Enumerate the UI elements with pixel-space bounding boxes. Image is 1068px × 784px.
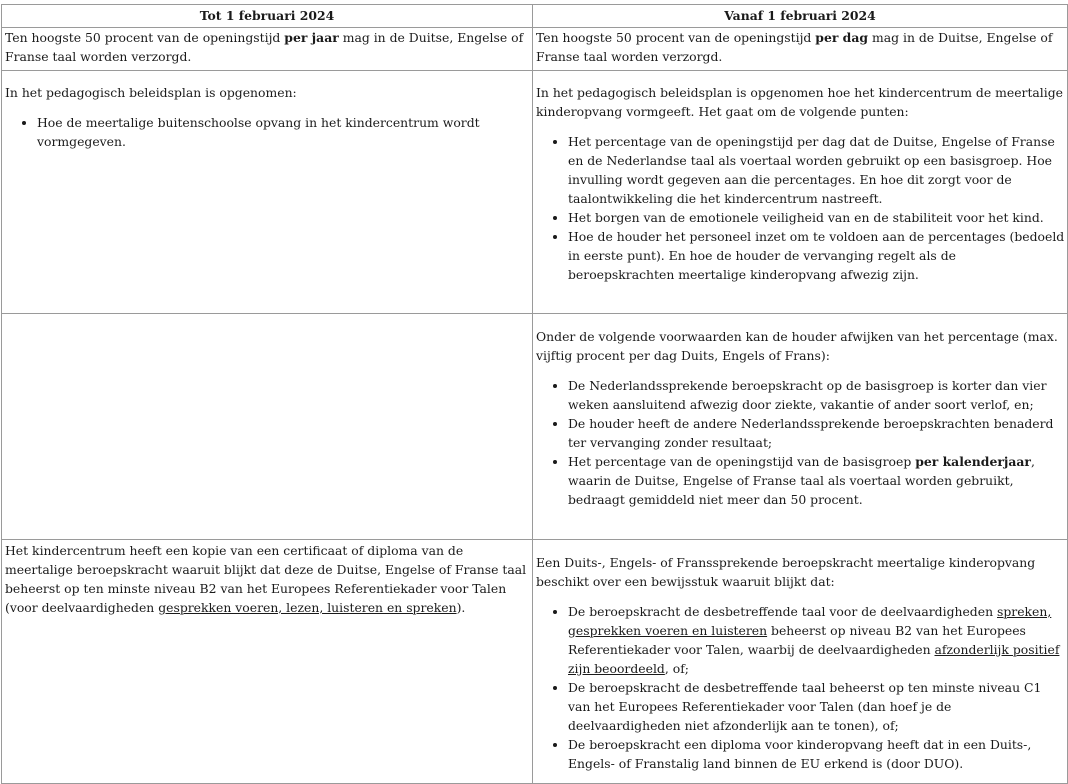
list-item: • Het percentage van de openingstijd van de basisgroep per kalenderjaar, waarin de Duitse, Engelse of Franse taal als voertaal worden gebruikt, bedraagt gemiddeld niet meer dan 50 procent. bbox=[568, 452, 1065, 509]
list-item: • Het borgen van de emotionele veiligheid van en de stabiliteit voor het kind. bbox=[568, 208, 1065, 227]
cell-intro: In het pedagogisch beleidsplan is opgenomen: bbox=[5, 85, 297, 100]
cell-before: Het kindercentrum heeft een kopie van een certificaat of diploma van de meertalige beroepskracht waaruit blijkt dat deze de Duitse, Engelse of Franse taal beheerst op ten minste niveau B2 van het Europees Referentiekader voor Talen (voor deelvaardigheden gesprekken voeren, lezen, luisteren en spreken). bbox=[2, 540, 533, 784]
emphasis: per dag bbox=[815, 30, 869, 45]
cell-before: Ten hoogste 50 procent van de openingstijd per jaar mag in de Duitse, Engelse of Franse taal worden verzorgd. bbox=[2, 28, 533, 71]
table-row bbox=[2, 540, 1068, 784]
cell-intro: In het pedagogisch beleidsplan is opgenomen hoe het kindercentrum de meertalige kinderopvang vormgeeft. Het gaat om de volgende punten: bbox=[536, 85, 1064, 119]
list-item: • De Nederlandssprekende beroepskracht op de basisgroep is korter dan vier weken aansluitend afwezig door ziekte, vakantie of ander soort verlof, en; bbox=[568, 376, 1065, 414]
cell-intro: Onder de volgende voorwaarden kan de houder afwijken van het percentage (max. vijftig procent per dag Duits, Engels of Frans): bbox=[536, 329, 1058, 363]
cell-intro: Een Duits-, Engels- of Franssprekende beroepskracht meertalige kinderopvang beschikt over een bewijsstuk waaruit blijkt dat: bbox=[536, 555, 1036, 589]
header-row bbox=[2, 5, 1068, 28]
list-item: • Hoe de meertalige buitenschoolse opvang in het kindercentrum wordt vormgegeven. bbox=[37, 113, 530, 151]
bullet-list bbox=[536, 132, 1065, 284]
bullet-list bbox=[536, 602, 1065, 773]
cell-before bbox=[2, 71, 533, 314]
table-row bbox=[2, 314, 1068, 540]
cell-after bbox=[533, 540, 1068, 784]
list-item: • De beroepskracht de desbetreffende taal voor de deelvaardigheden spreken, gesprekken voeren en luisteren beheerst op niveau B2 van het Europees Referentiekader voor Talen, waarbij de deelvaardigheden afzonderlijk positief zijn beoordeeld, of; bbox=[568, 602, 1065, 678]
table-row bbox=[2, 71, 1068, 314]
list-item: • De beroepskracht de desbetreffende taal beheerst op ten minste niveau C1 van het Europees Referentiekader voor Talen (dan hoef je de deelvaardigheden niet afzonderlijk aan te tonen), of; bbox=[568, 678, 1065, 735]
emphasis: per kalenderjaar bbox=[915, 454, 1031, 469]
underlined-text: gesprekken voeren, lezen, luisteren en spreken bbox=[158, 600, 457, 615]
list-item: • Het percentage van de openingstijd per dag dat de Duitse, Engelse of Franse en de Nederlandse taal als voertaal worden gebruikt op een basisgroep. Hoe invulling wordt gegeven aan die percentages. En hoe dit zorgt voor de taalontwikkeling die het kindercentrum nastreeft. bbox=[568, 132, 1065, 208]
header-after: Vanaf 1 februari 2024 bbox=[533, 5, 1068, 28]
bullet-list bbox=[536, 376, 1065, 509]
cell-after bbox=[533, 71, 1068, 314]
cell-after: Ten hoogste 50 procent van de openingstijd per dag mag in de Duitse, Engelse of Franse taal worden verzorgd. bbox=[533, 28, 1068, 71]
table-row bbox=[2, 28, 1068, 71]
bullet-list bbox=[5, 113, 530, 151]
list-item: • De beroepskracht een diploma voor kinderopvang heeft dat in een Duits-, Engels- of Franstalig land binnen de EU erkend is (door DUO). bbox=[568, 735, 1065, 773]
comparison-table bbox=[1, 4, 1068, 784]
list-item: • Hoe de houder het personeel inzet om te voldoen aan de percentages (bedoeld in eerste punt). En hoe de houder de vervanging regelt als de beroepskrachten meertalige kinderopvang afwezig zijn. bbox=[568, 227, 1065, 284]
cell-before-empty bbox=[2, 314, 533, 540]
cell-after bbox=[533, 314, 1068, 540]
list-item: • De houder heeft de andere Nederlandssprekende beroepskrachten benaderd ter vervanging zonder resultaat; bbox=[568, 414, 1065, 452]
header-before: Tot 1 februari 2024 bbox=[2, 5, 533, 28]
emphasis: per jaar bbox=[284, 30, 339, 45]
underlined-text: spreken, gesprekken voeren en luisteren bbox=[568, 604, 1052, 638]
underlined-text: afzonderlijk positief zijn beoordeeld bbox=[568, 642, 1060, 676]
